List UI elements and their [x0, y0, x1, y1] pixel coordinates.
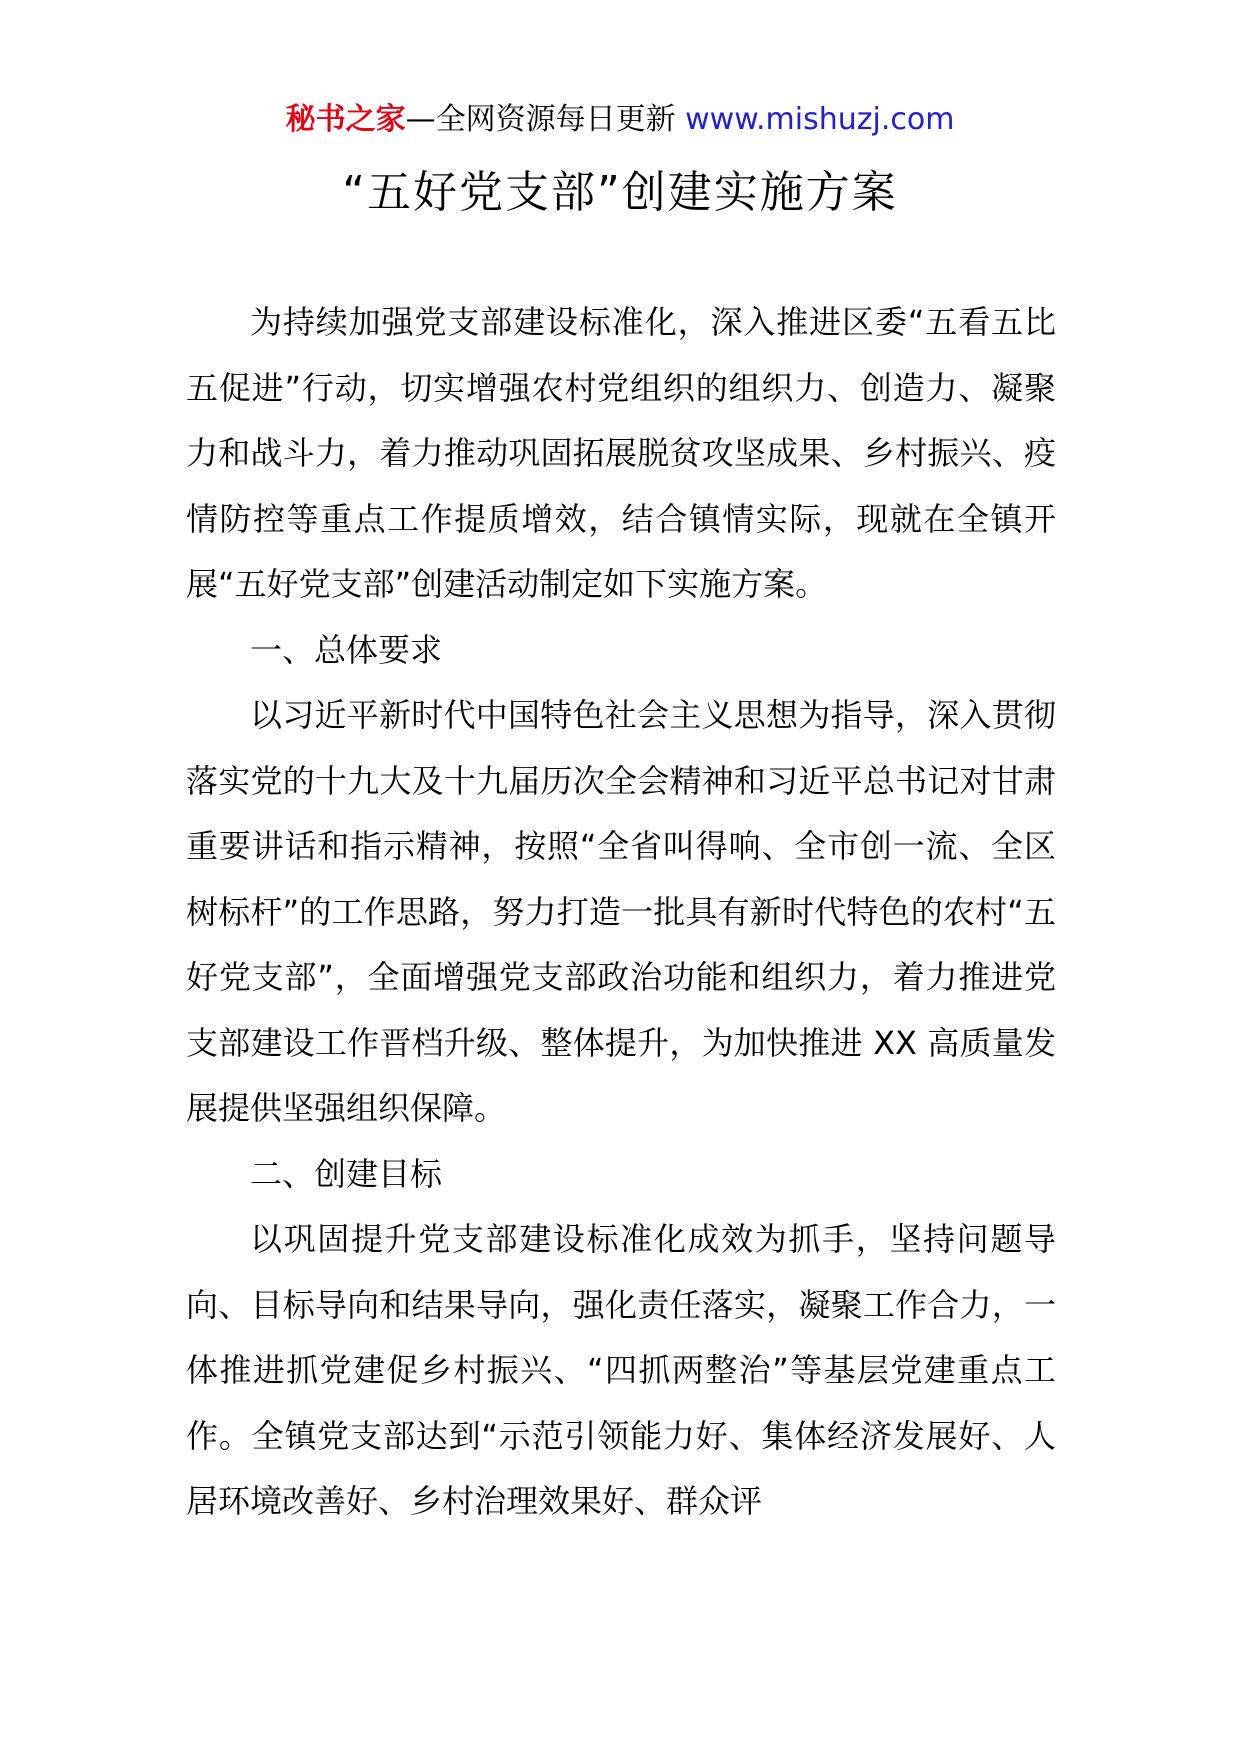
goals-paragraph: 以巩固提升党支部建设标准化成效为抓手，坚持问题导向、目标导向和结果导向，强化责任落实，凝聚工作合力，一体推进抓党建促乡村振兴、“四抓两整治”等基层党建重点工作。全镇党支部达到“示范引领能力好、集体经济发展好、人居环境改善好、乡村治理效果好、群众评 — [186, 1220, 1056, 1520]
site-header — [0, 100, 1240, 140]
section-heading-goals: 二、创建目标 — [250, 1154, 443, 1193]
section-heading-general-requirements: 一、总体要求 — [250, 630, 443, 669]
intro-paragraph: 为持续加强党支部建设标准化，深入推进区委“五看五比五促进”行动，切实增强农村党组织的组织力、创造力、凝聚力和战斗力，着力推动巩固拓展脱贫攻坚成果、乡村振兴、疫情防控等重点工作提质增效，结合镇情实际，现就在全镇开展“五好党支部”创建活动制定如下实施方案。 — [186, 303, 1056, 603]
document-body — [186, 290, 1056, 1535]
site-slogan: —全网资源每日更新 — [405, 102, 686, 137]
site-url-link[interactable]: www.mishuzj.com — [685, 102, 955, 137]
brand-name: 秘书之家 — [285, 102, 406, 137]
general-requirements-paragraph: 以习近平新时代中国特色社会主义思想为指导，深入贯彻落实党的十九大及十九届历次全会精神和习近平总书记对甘肃重要讲话和指示精神，按照“全省叫得响、全市创一流、全区树标杆”的工作思路，努力打造一批具有新时代特色的农村“五好党支部”，全面增强党支部政治功能和组织力，着力推进党支部建设工作晋档升级、整体提升，为加快推进 XX 高质量发展提供坚强组织保障。 — [186, 696, 1056, 1127]
document-title: “五好党支部”创建实施方案 — [342, 167, 898, 218]
